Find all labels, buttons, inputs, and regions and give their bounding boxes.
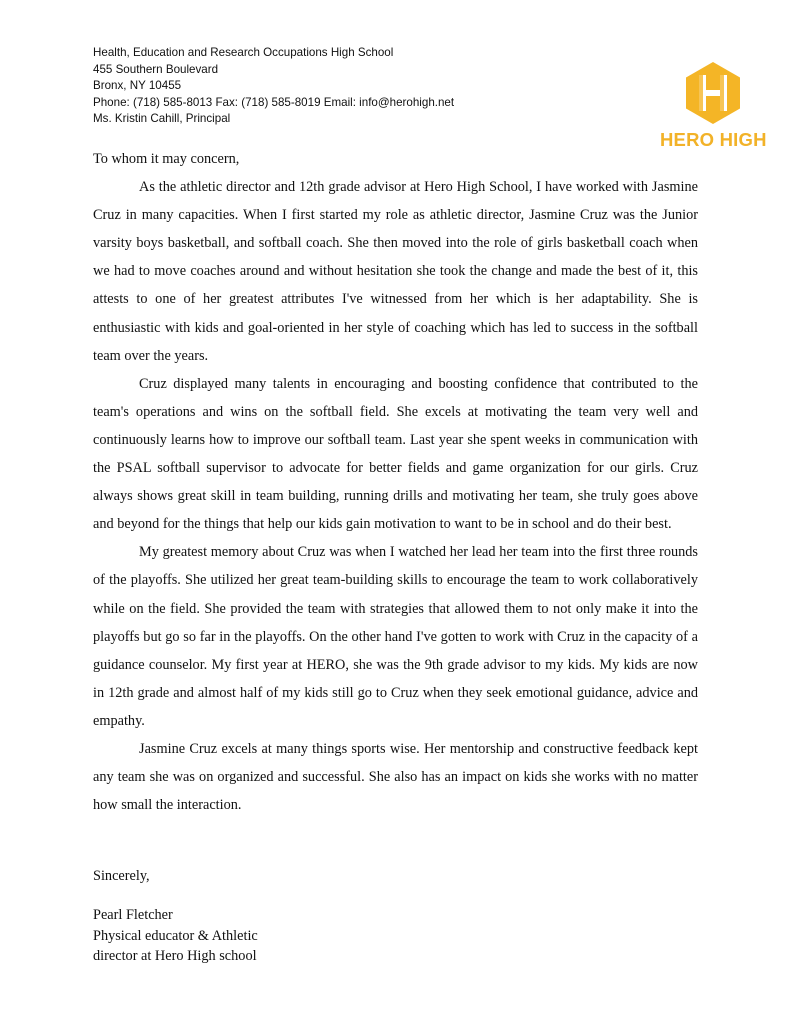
- logo-text: HERO HIGH: [660, 129, 767, 150]
- paragraph-2: Cruz displayed many talents in encouraging and boosting confidence that contributed to the team's operations and wins on the softball field. She excels at motivating the team very well and continuously learns how to improve our softball team. Last year she spent weeks in communication with the PSAL softball supervisor to advocate for better fields and game organization for our girls. Cruz always shows great skill in team building, running drills and motivating her team, she truly goes above and beyond for the things that help our kids gain motivation to want to be in school and do their best.: [93, 375, 698, 533]
- school-address: 455 Southern Boulevard: [93, 62, 219, 76]
- signature-block: [93, 905, 258, 967]
- signer-title-line-2: director at Hero High school: [93, 948, 257, 964]
- school-contact: Phone: (718) 585-8013 Fax: (718) 585-8019 Email: info@herohigh.net: [93, 95, 455, 109]
- salutation: To whom it may concern,: [93, 151, 240, 167]
- paragraph-3: My greatest memory about Cruz was when I watched her lead her team into the first three rounds of the playoffs. She utilized her great team-building skills to encourage the team to work collaboratively while on the field. She provided the team with strategies that allowed them to not only make it into the playoffs but go so far in the playoffs. On the other hand I've gotten to work with Cruz in the capacity of a guidance counselor. My first year at HERO, she was the 9th grade advisor to my kids. My kids are now in 12th grade and almost half of my kids still go to Cruz when they seek emotional guidance, advice and empathy.: [93, 544, 698, 729]
- letter-body: [93, 145, 698, 819]
- hero-high-logo: [660, 60, 766, 154]
- school-city: Bronx, NY 10455: [93, 79, 182, 92]
- paragraph-4: Jasmine Cruz excels at many things sports wise. Her mentorship and constructive feedback kept any team she was on organized and successful. She also has an impact on kids she works with no matter how small the interaction.: [93, 740, 698, 814]
- closing: Sincerely,: [93, 868, 150, 884]
- signer-name: Pearl Fletcher: [93, 907, 173, 923]
- principal-name: Ms. Kristin Cahill, Principal: [93, 112, 231, 125]
- school-name: Health, Education and Research Occupations High School: [93, 46, 394, 59]
- paragraph-1: As the athletic director and 12th grade advisor at Hero High School, I have worked with Jasmine Cruz in many capacities. When I first started my role as athletic director, Jasmine Cruz was the Junior varsity boys basketball, and softball coach. She then moved into the role of girls basketball coach when we had to move coaches around and without hesitation she took the change and made the best of it, this attests to one of her greatest attributes I've witnessed from her which is her adaptability. She is enthusiastic with kids and goal-oriented in her style of coaching which has led to success in the softball team over the years.: [93, 179, 698, 364]
- hexagon-h-logo-icon: [683, 60, 743, 126]
- signer-title-line-1: Physical educator & Athletic: [93, 927, 258, 944]
- letterhead: [93, 45, 454, 128]
